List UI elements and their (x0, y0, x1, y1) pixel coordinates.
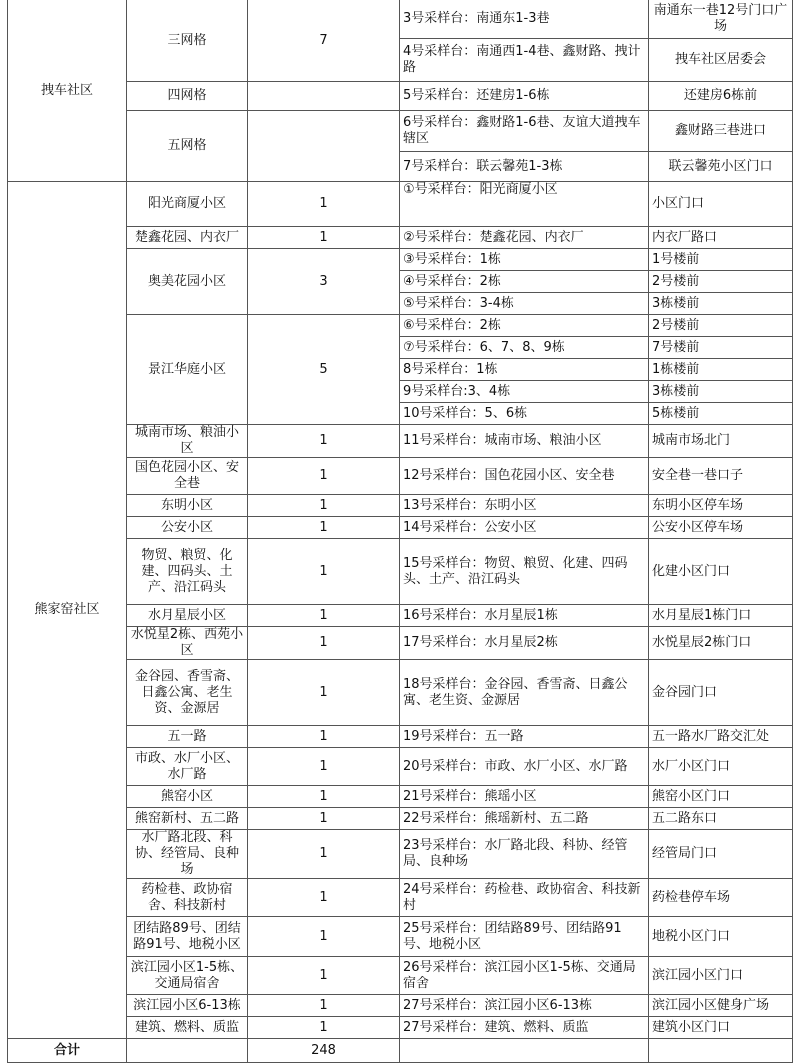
station-cell: 27号采样台：建筑、燃料、质监 (400, 1017, 649, 1039)
table-row (8, 0, 793, 39)
station-cell: ②号采样台：楚鑫花园、内衣厂 (400, 227, 649, 249)
location-cell: 联云馨苑小区门口 (649, 152, 793, 182)
count-cell: 1 (248, 995, 400, 1017)
table-body (8, 0, 793, 1063)
grid-cell: 三网格 (127, 0, 248, 82)
station-cell: 5号采样台：还建房1-6栋 (400, 82, 649, 111)
count-cell: 1 (248, 425, 400, 458)
station-cell: 27号采样台：滨江园小区6-13栋 (400, 995, 649, 1017)
location-cell: 五一路水厂路交汇处 (649, 726, 793, 748)
area-cell: 水月星辰小区 (127, 605, 248, 627)
station-cell: 26号采样台：滨江园小区1-5栋、交通局宿舍 (400, 957, 649, 995)
station-cell: 16号采样台：水月星辰1栋 (400, 605, 649, 627)
area-cell: 楚鑫花园、内衣厂 (127, 227, 248, 249)
station-cell: 4号采样台：南通西1-4巷、鑫财路、拽计路 (400, 39, 649, 82)
station-cell: ⑥号采样台：2栋 (400, 315, 649, 337)
station-cell: 20号采样台：市政、水厂小区、水厂路 (400, 748, 649, 786)
area-cell: 五一路 (127, 726, 248, 748)
area-cell: 物贸、粮贸、化建、四码头、土产、沿江码头 (127, 539, 248, 605)
count-cell: 1 (248, 748, 400, 786)
area-cell: 城南市场、粮油小区 (127, 425, 248, 458)
station-cell: 15号采样台：物贸、粮贸、化建、四码头、土产、沿江码头 (400, 539, 649, 605)
count-cell: 1 (248, 517, 400, 539)
location-cell: 2号楼前 (649, 271, 793, 293)
area-cell: 熊窑新村、五二路 (127, 808, 248, 830)
station-cell: 17号采样台：水月星辰2栋 (400, 627, 649, 660)
station-cell: 14号采样台：公安小区 (400, 517, 649, 539)
location-cell: 拽车社区居委会 (649, 39, 793, 82)
location-cell: 公安小区停车场 (649, 517, 793, 539)
location-cell: 3栋楼前 (649, 381, 793, 403)
grid-cell: 四网格 (127, 82, 248, 111)
count-cell: 1 (248, 917, 400, 957)
count-cell: 3 (248, 249, 400, 315)
location-cell: 建筑小区门口 (649, 1017, 793, 1039)
area-cell: 建筑、燃料、质监 (127, 1017, 248, 1039)
area-cell: 奥美花园小区 (127, 249, 248, 315)
count-cell: 1 (248, 660, 400, 726)
count-cell: 1 (248, 539, 400, 605)
count-cell: 1 (248, 879, 400, 917)
station-cell: ⑤号采样台：3-4栋 (400, 293, 649, 315)
count-cell: 1 (248, 182, 400, 227)
total-blank-cell (127, 1039, 248, 1063)
count-cell: 1 (248, 786, 400, 808)
station-cell: ③号采样台：1栋 (400, 249, 649, 271)
count-cell: 1 (248, 830, 400, 879)
station-cell: 7号采样台：联云馨苑1-3栋 (400, 152, 649, 182)
count-cell: 5 (248, 315, 400, 425)
station-cell: 12号采样台：国色花园小区、安全巷 (400, 458, 649, 495)
station-cell: 23号采样台：水厂路北段、科协、经管局、良种场 (400, 830, 649, 879)
station-cell: ⑦号采样台：6、7、8、9栋 (400, 337, 649, 359)
location-cell: 经管局门口 (649, 830, 793, 879)
station-cell: ①号采样台：阳光商厦小区 (400, 182, 649, 227)
area-cell: 金谷园、香雪斋、日鑫公寓、老生资、金源居 (127, 660, 248, 726)
station-cell: 6号采样台：鑫财路1-6巷、友谊大道拽车辖区 (400, 111, 649, 152)
station-cell: 18号采样台：金谷园、香雪斋、日鑫公寓、老生资、金源居 (400, 660, 649, 726)
location-cell: 安全巷一巷口子 (649, 458, 793, 495)
location-cell: 滨江园小区门口 (649, 957, 793, 995)
location-cell: 城南市场北门 (649, 425, 793, 458)
sampling-sites-table (7, 0, 793, 1063)
count-cell (248, 82, 400, 111)
community-cell: 熊家窑社区 (8, 182, 127, 1039)
location-cell: 内衣厂路口 (649, 227, 793, 249)
total-blank-cell (400, 1039, 649, 1063)
location-cell: 5栋楼前 (649, 403, 793, 425)
total-blank-cell (649, 1039, 793, 1063)
area-cell: 东明小区 (127, 495, 248, 517)
station-cell: 21号采样台：熊瑶小区 (400, 786, 649, 808)
location-cell: 药检巷停车场 (649, 879, 793, 917)
station-cell: 13号采样台：东明小区 (400, 495, 649, 517)
count-cell: 1 (248, 957, 400, 995)
count-cell: 1 (248, 227, 400, 249)
area-cell: 景江华庭小区 (127, 315, 248, 425)
station-cell: 8号采样台：1栋 (400, 359, 649, 381)
count-cell: 1 (248, 458, 400, 495)
location-cell: 南通东一巷12号门口广场 (649, 0, 793, 39)
area-cell: 水悦星2栋、西苑小区 (127, 627, 248, 660)
count-cell: 1 (248, 627, 400, 660)
table-row (8, 182, 793, 227)
area-cell: 滨江园小区1-5栋、交通局宿舍 (127, 957, 248, 995)
count-cell: 1 (248, 808, 400, 830)
station-cell: ④号采样台：2栋 (400, 271, 649, 293)
location-cell: 滨江园小区健身广场 (649, 995, 793, 1017)
total-row (8, 1039, 793, 1063)
grid-cell: 五网格 (127, 111, 248, 182)
location-cell: 1号楼前 (649, 249, 793, 271)
station-cell: 9号采样台:3、4栋 (400, 381, 649, 403)
count-cell: 1 (248, 726, 400, 748)
area-cell: 水厂路北段、科协、经管局、良种场 (127, 830, 248, 879)
count-cell: 1 (248, 495, 400, 517)
location-cell: 水厂小区门口 (649, 748, 793, 786)
location-cell: 1栋楼前 (649, 359, 793, 381)
count-cell: 1 (248, 1017, 400, 1039)
count-cell: 1 (248, 605, 400, 627)
location-cell: 地税小区门口 (649, 917, 793, 957)
area-cell: 熊窑小区 (127, 786, 248, 808)
area-cell: 药检巷、政协宿舍、科技新村 (127, 879, 248, 917)
location-cell: 还建房6栋前 (649, 82, 793, 111)
location-cell: 鑫财路三巷进口 (649, 111, 793, 152)
area-cell: 阳光商厦小区 (127, 182, 248, 227)
location-cell: 水月星辰1栋门口 (649, 605, 793, 627)
station-cell: 11号采样台：城南市场、粮油小区 (400, 425, 649, 458)
location-cell: 7号楼前 (649, 337, 793, 359)
station-cell: 22号采样台：熊瑶新村、五二路 (400, 808, 649, 830)
community-cell: 拽车社区 (8, 0, 127, 182)
area-cell: 团结路89号、团结路91号、地税小区 (127, 917, 248, 957)
location-cell: 水悦星辰2栋门口 (649, 627, 793, 660)
area-cell: 国色花园小区、安全巷 (127, 458, 248, 495)
location-cell: 3栋楼前 (649, 293, 793, 315)
count-cell: 7 (248, 0, 400, 82)
location-cell: 五二路东口 (649, 808, 793, 830)
location-cell: 熊窑小区门口 (649, 786, 793, 808)
station-cell: 10号采样台：5、6栋 (400, 403, 649, 425)
total-count: 248 (248, 1039, 400, 1063)
area-cell: 公安小区 (127, 517, 248, 539)
count-cell (248, 111, 400, 182)
total-label: 合计 (8, 1039, 127, 1063)
station-cell: 25号采样台：团结路89号、团结路91号、地税小区 (400, 917, 649, 957)
location-cell: 化建小区门口 (649, 539, 793, 605)
location-cell: 东明小区停车场 (649, 495, 793, 517)
location-cell: 金谷园门口 (649, 660, 793, 726)
station-cell: 24号采样台：药检巷、政协宿舍、科技新村 (400, 879, 649, 917)
area-cell: 滨江园小区6-13栋 (127, 995, 248, 1017)
area-cell: 市政、水厂小区、水厂路 (127, 748, 248, 786)
location-cell: 2号楼前 (649, 315, 793, 337)
station-cell: 3号采样台：南通东1-3巷 (400, 0, 649, 39)
station-cell: 19号采样台：五一路 (400, 726, 649, 748)
location-cell: 小区门口 (649, 182, 793, 227)
